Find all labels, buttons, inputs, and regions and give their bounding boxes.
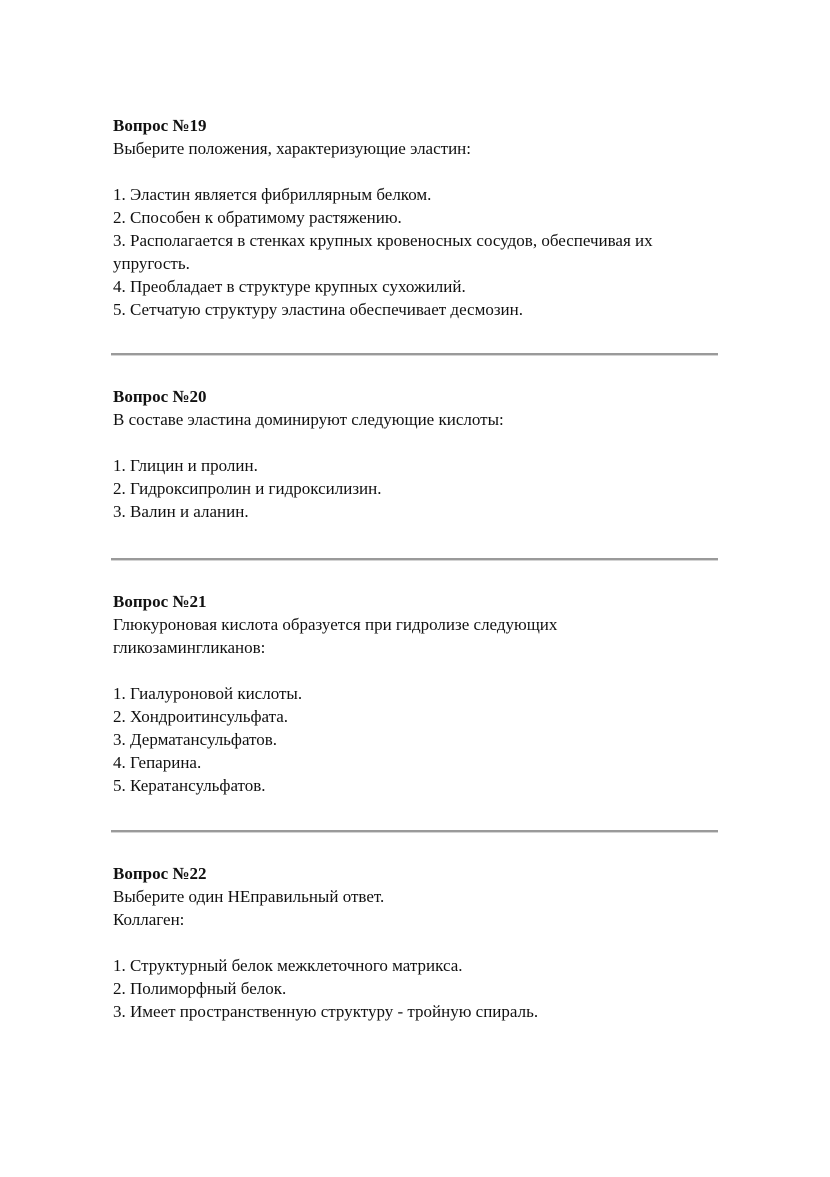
answer-option: 1. Эластин является фибриллярным белком. [113, 185, 432, 204]
answer-option: 2. Способен к обратимому растяжению. [113, 208, 402, 227]
question-text: В составе эластина доминируют следующие кислоты: [113, 410, 504, 429]
answer-option: 5. Кератансульфатов. [113, 776, 266, 795]
answer-list [113, 682, 723, 797]
question-19 [113, 114, 723, 321]
question-21 [113, 590, 723, 797]
answer-option: 5. Сетчатую структуру эластина обеспечивает десмозин. [113, 300, 524, 319]
answer-option: 3. Имеет пространственную структуру - тройную спираль. [113, 1002, 539, 1021]
answer-option: 3. Располагается в стенках крупных кровеносных сосудов, обеспечивая их упругость. [113, 231, 653, 273]
question-title: Вопрос №20 [113, 387, 207, 406]
section-divider [111, 830, 718, 833]
answer-option: 3. Дерматансульфатов. [113, 730, 278, 749]
answer-list [113, 183, 723, 321]
answer-option: 2. Хондроитинсульфата. [113, 707, 289, 726]
question-subtext: Коллаген: [113, 910, 185, 929]
question-title: Вопрос №21 [113, 592, 207, 611]
answer-option: 1. Гиалуроновой кислоты. [113, 684, 303, 703]
answer-option: 2. Полиморфный белок. [113, 979, 287, 998]
answer-option: 3. Валин и аланин. [113, 502, 249, 521]
section-divider [111, 353, 718, 356]
answer-option: 1. Глицин и пролин. [113, 456, 258, 475]
question-text: Глюкуроновая кислота образуется при гидролизе следующих гликозамингликанов: [113, 615, 558, 657]
question-text: Выберите один НЕправильный ответ. [113, 887, 385, 906]
answer-list [113, 954, 723, 1023]
answer-option: 1. Структурный белок межклеточного матрикса. [113, 956, 463, 975]
question-title: Вопрос №22 [113, 864, 207, 883]
answer-option: 4. Преобладает в структуре крупных сухожилий. [113, 277, 466, 296]
answer-list [113, 454, 723, 523]
section-divider [111, 558, 718, 561]
question-20 [113, 385, 723, 523]
answer-option: 2. Гидроксипролин и гидроксилизин. [113, 479, 382, 498]
question-title: Вопрос №19 [113, 116, 207, 135]
question-text: Выберите положения, характеризующие эластин: [113, 139, 471, 158]
answer-option: 4. Гепарина. [113, 753, 202, 772]
question-22 [113, 862, 723, 1023]
